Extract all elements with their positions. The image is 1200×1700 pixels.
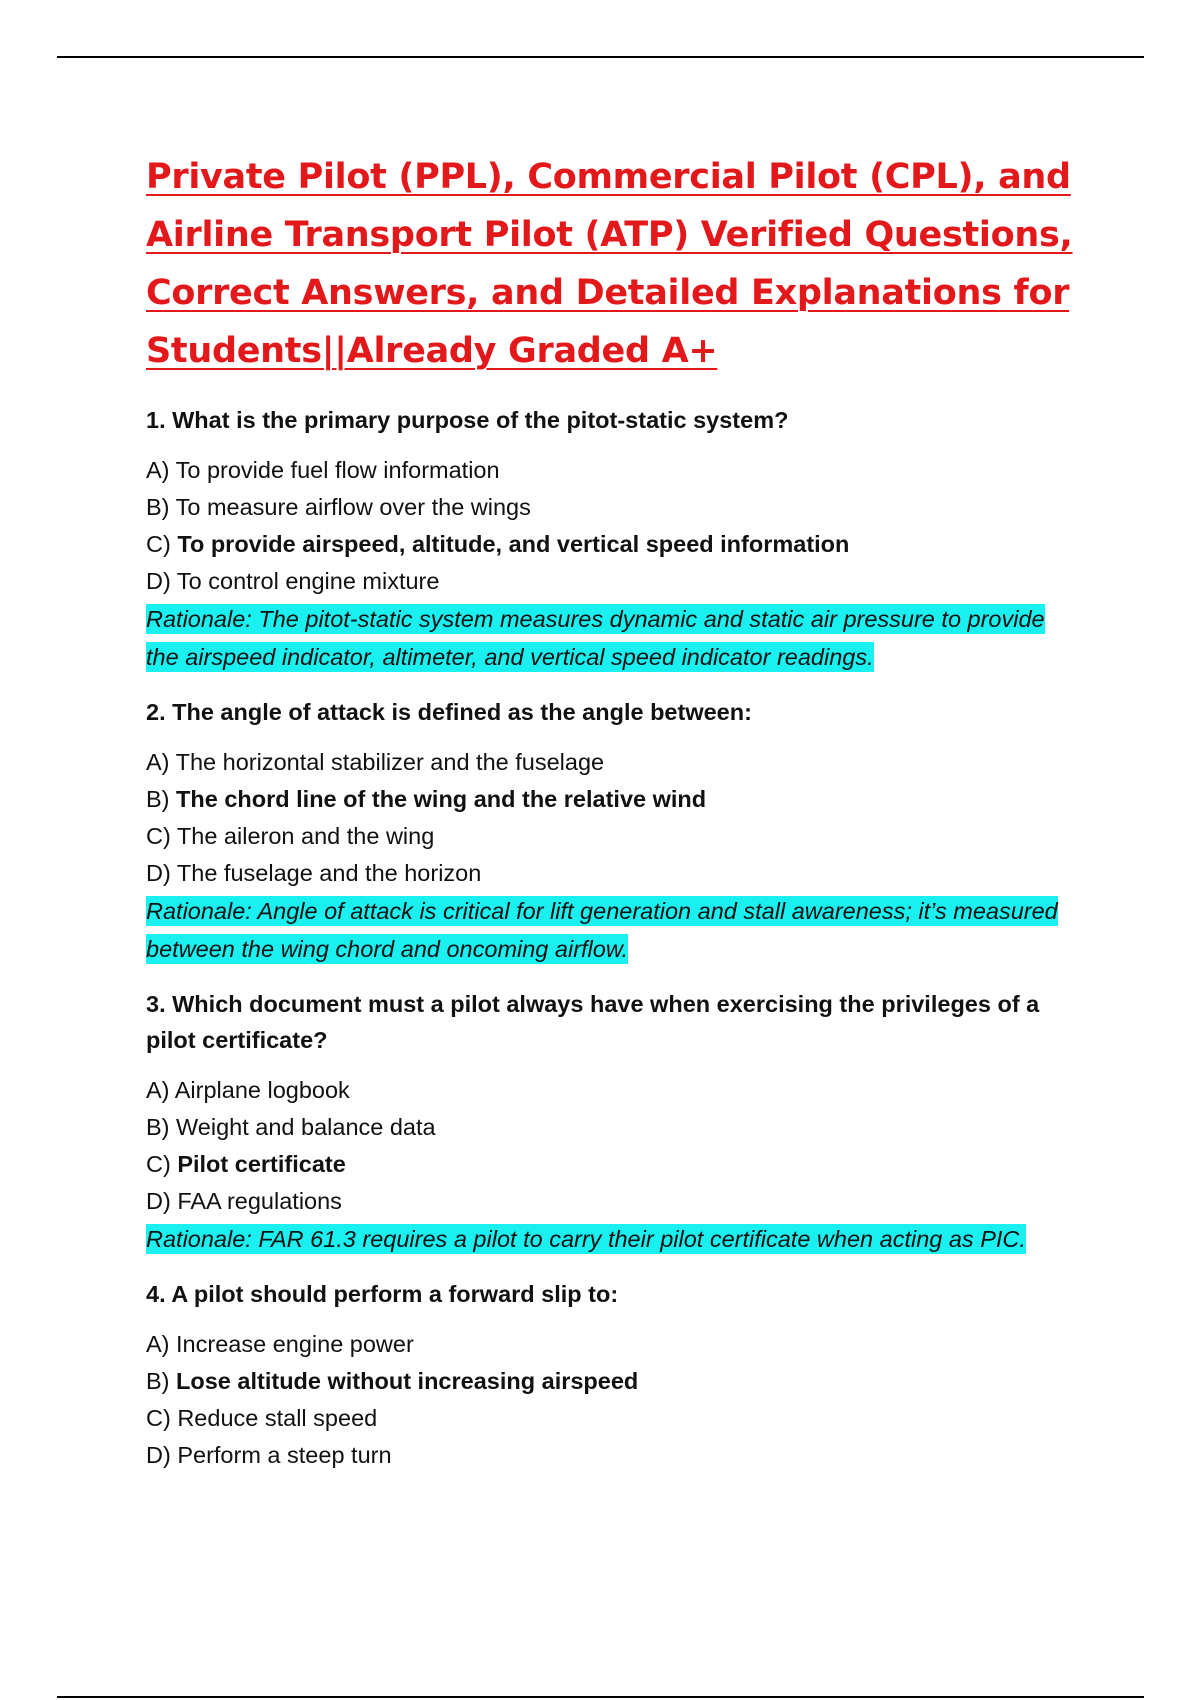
option-c-correct: C) Pilot certificate <box>146 1151 346 1177</box>
option-c: C) The aileron and the wing <box>146 823 435 849</box>
option-a: A) The horizontal stabilizer and the fuselage <box>146 749 605 775</box>
option-d: D) Perform a steep turn <box>146 1442 392 1468</box>
question-block-3 <box>146 986 1076 1258</box>
document-body <box>146 148 1076 1474</box>
question-block-4 <box>146 1276 1076 1474</box>
option-b-correct: B) The chord line of the wing and the relative wind <box>146 786 707 812</box>
question-text: 3. Which document must a pilot always have when exercising the privileges of a pilot certificate? <box>146 991 1040 1053</box>
option-b: B) To measure airflow over the wings <box>146 494 531 520</box>
option-b: B) Weight and balance data <box>146 1114 436 1140</box>
option-b-correct: B) Lose altitude without increasing airspeed <box>146 1368 639 1394</box>
question-text: 2. The angle of attack is defined as the angle between: <box>146 699 752 725</box>
document-title: Private Pilot (PPL), Commercial Pilot (CPL), and Airline Transport Pilot (ATP) Verified Questions, Correct Answers, and Detailed Explanations for Students||Already Graded A+ <box>146 157 1073 371</box>
option-d: D) The fuselage and the horizon <box>146 860 482 886</box>
option-c-correct: C) To provide airspeed, altitude, and vertical speed information <box>146 531 850 557</box>
question-text: 4. A pilot should perform a forward slip to: <box>146 1281 619 1307</box>
option-d: D) To control engine mixture <box>146 568 440 594</box>
option-a: A) To provide fuel flow information <box>146 457 500 483</box>
rationale: Rationale: FAR 61.3 requires a pilot to carry their pilot certificate when acting as PIC. <box>146 1226 1026 1252</box>
rationale: Rationale: Angle of attack is critical for lift generation and stall awareness; it’s measured between the wing chord and oncoming airflow. <box>146 898 1058 962</box>
question-text: 1. What is the primary purpose of the pitot-static system? <box>146 407 789 433</box>
option-c: C) Reduce stall speed <box>146 1405 378 1431</box>
question-block-2 <box>146 694 1076 968</box>
option-d: D) FAA regulations <box>146 1188 342 1214</box>
option-a: A) Airplane logbook <box>146 1077 350 1103</box>
top-rule <box>57 56 1144 58</box>
bottom-rule <box>57 1696 1144 1698</box>
option-a: A) Increase engine power <box>146 1331 414 1357</box>
rationale: Rationale: The pitot-static system measures dynamic and static air pressure to provide the airspeed indicator, altimeter, and vertical speed indicator readings. <box>146 606 1045 670</box>
question-block-1 <box>146 402 1076 676</box>
